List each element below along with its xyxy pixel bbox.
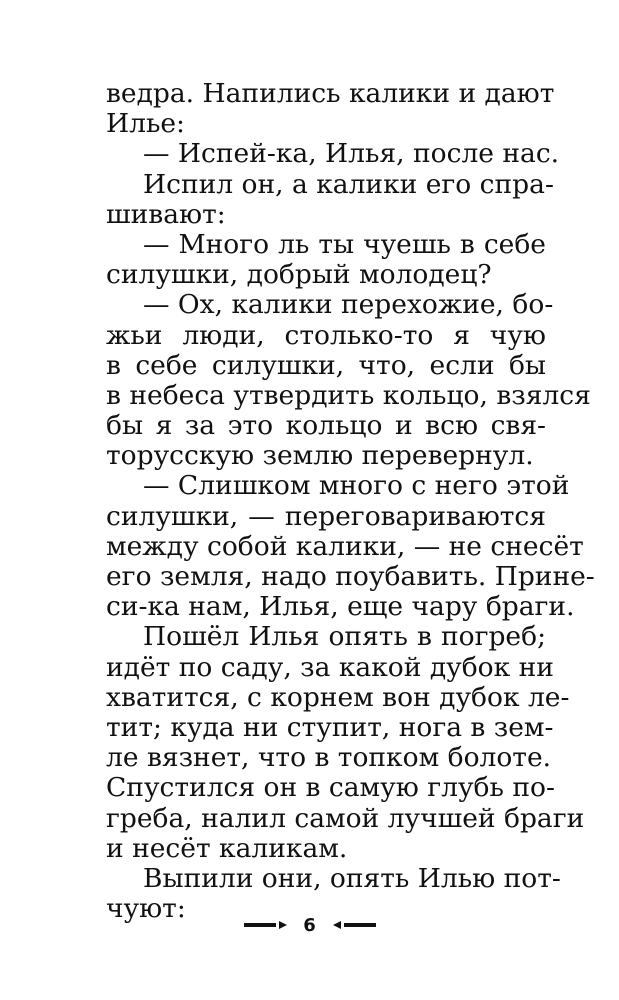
text-line: ведра. Напились калики и дают	[106, 78, 555, 109]
text-line: Пошёл Илья опять в погреб;	[143, 621, 546, 653]
text-line: в себе силушки, что, если бы	[106, 349, 546, 381]
text-line: силушки, — переговариваются	[106, 500, 546, 532]
text-line: Выпили они, опять Илью пот-	[143, 862, 561, 894]
arrow-right-icon	[279, 921, 287, 929]
text-body	[106, 78, 595, 925]
text-line: хватится, с корнем вон дубок ле-	[106, 681, 570, 713]
text-line: греба, налил самой лучшей браги	[106, 802, 585, 834]
text-line: — Испей-ка, Илья, после нас.	[143, 138, 560, 170]
text-line: Спустился он в самую глубь по-	[106, 772, 555, 804]
text-line: жьи люди, столько-то я чую	[106, 319, 546, 351]
arrow-left-icon	[333, 921, 341, 929]
text-line: Илье:	[106, 108, 185, 140]
text-line: си-ка нам, Илья, еще чару браги.	[106, 591, 575, 623]
text-line: в небеса утвердить кольцо, взялся	[106, 379, 591, 411]
text-line: его земля, надо поубавить. Прине-	[106, 561, 595, 592]
page-footer	[0, 913, 619, 937]
right-ornament	[330, 921, 376, 929]
text-line: и несёт каликам.	[106, 832, 348, 864]
text-line: Испил он, а калики его спра-	[143, 168, 554, 200]
left-ornament	[244, 921, 290, 929]
text-line: ле вязнет, что в топком болоте.	[106, 742, 552, 774]
text-line: — Слишком много с него этой	[143, 470, 570, 502]
text-line: торусскую землю перевернул.	[106, 440, 534, 472]
text-line: идёт по саду, за какой дубок ни	[106, 651, 554, 683]
page-number: 6	[303, 914, 316, 936]
ornament-bar	[244, 923, 276, 927]
text-line: бы я за это кольцо и всю свя-	[106, 410, 546, 442]
text-line: между собой калики, — не снесёт	[106, 530, 584, 562]
text-line: шивают:	[106, 198, 226, 230]
text-line: тит; куда ни ступит, нога в зем-	[106, 711, 554, 743]
text-line: чуют:	[106, 893, 186, 925]
text-line: силушки, добрый молодец?	[106, 259, 492, 291]
ornament-bar	[344, 923, 376, 927]
text-line: — Много ль ты чуешь в себе	[143, 228, 546, 260]
text-line: — Ох, калики перехожие, бо-	[143, 289, 554, 321]
